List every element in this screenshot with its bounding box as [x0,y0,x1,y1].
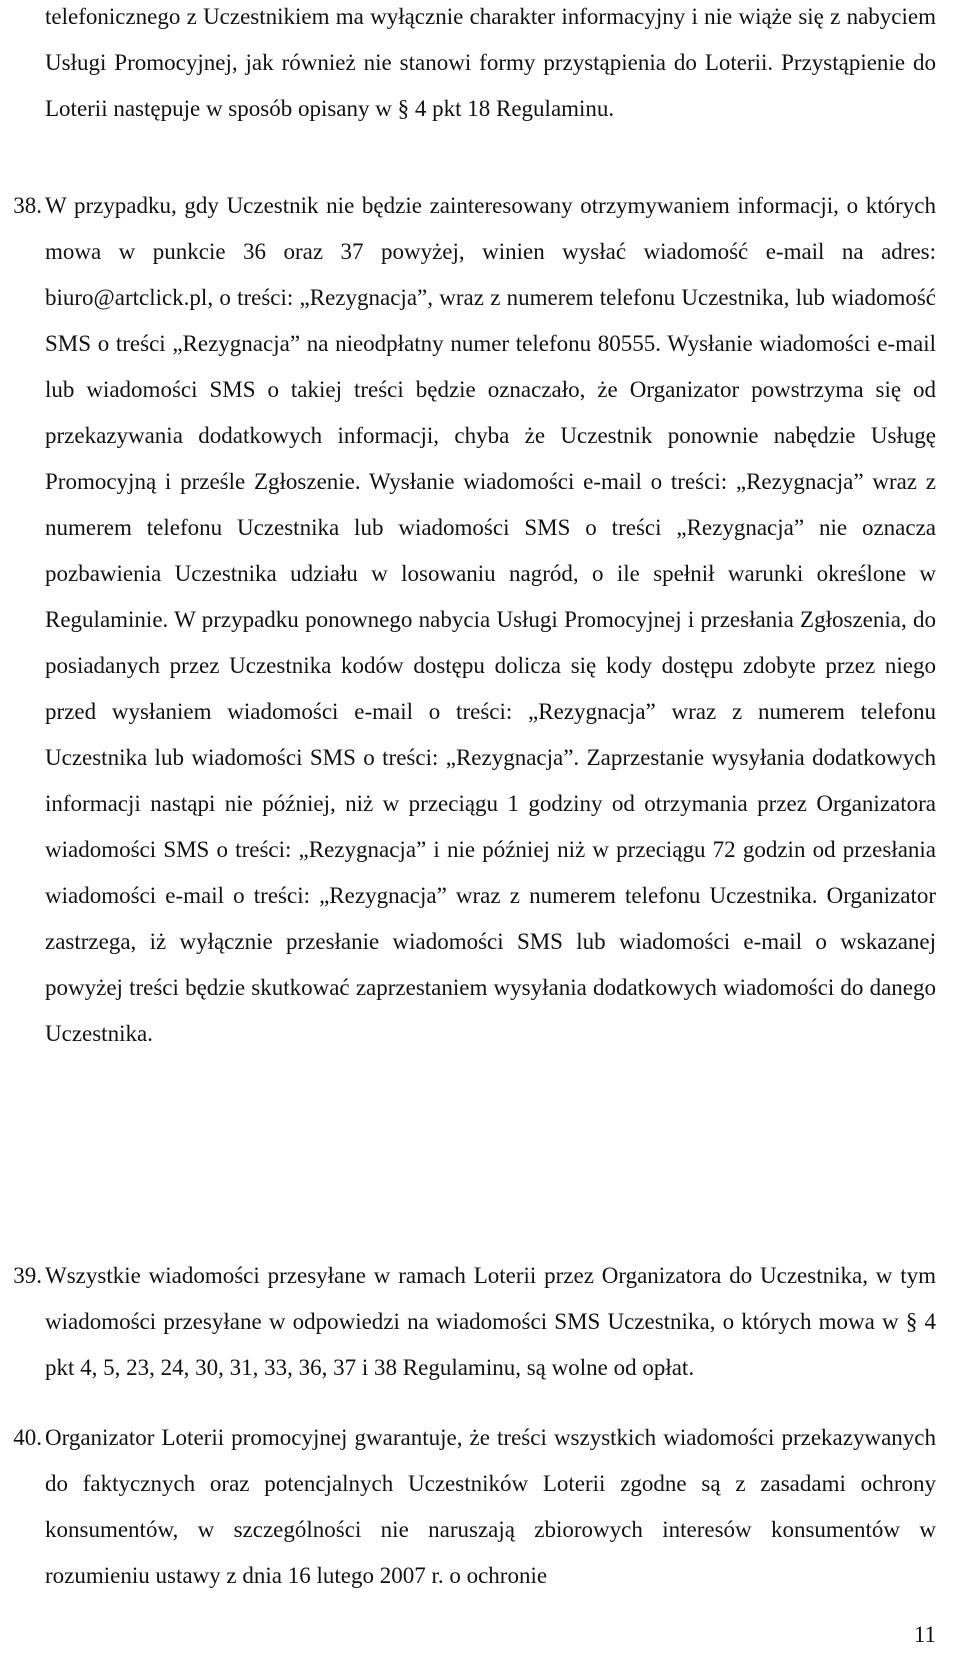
item-text: W przypadku, gdy Uczestnik nie będzie zainteresowany otrzymywaniem informacji, o których mowa w punkcie 36 oraz 37 powyżej, winien wysłać wiadomość e-mail na adres: biuro@artclick.pl, o treści: „Rezygnacja”, wraz z numerem telefonu Uczestnika, lub wiadomość SMS o treści „Rezygnacja” na nieodpłatny numer telefonu 80555. Wysłanie wiadomości e-mail lub wiadomości SMS o takiej treści będzie oznaczało, że Organizator powstrzyma się od przekazywania dodatkowych informacji, chyba że Uczestnik ponownie nabędzie Usługę Promocyjną i prześle Zgłoszenie. Wysłanie wiadomości e-mail o treści: „Rezygnacja” wraz z numerem telefonu Uczestnika lub wiadomości SMS o treści „Rezygnacja” nie oznacza pozbawienia Uczestnika udziału w losowaniu nagród, o ile spełnił warunki określone w Regulaminie. W przypadku ponownego nabycia Usługi Promocyjnej i przesłania Zgłoszenia, do posiadanych przez Uczestnika kodów dostępu dolicza się kody dostępu zdobyte przez niego przed wysłaniem wiadomości e-mail o treści: „Rezygnacja” wraz z numerem telefonu Uczestnika lub wiadomości SMS o treści: „Rezygnacja”. Zaprzestanie wysyłania dodatkowych informacji nastąpi nie później, niż w przeciągu 1 godziny od otrzymania przez Organizatora wiadomości SMS o treści: „Rezygnacja” i nie później niż w przeciągu 72 godzin od przesłania wiadomości e-mail o treści: „Rezygnacja” wraz z numerem telefonu Uczestnika. Organizator zastrzega, iż wyłącznie przesłanie wiadomości SMS lub wiadomości e-mail o wskazanej powyżej treści będzie skutkować zaprzestaniem wysyłania dodatkowych wiadomości do danego Uczestnika. [45,193,936,1046]
item-number: 38. [13,193,42,218]
item-number: 39. [13,1263,42,1288]
page-number: 11 [913,1622,936,1647]
item-text: Organizator Loterii promocyjnej gwarantuje, że treści wszystkich wiadomości przekazywanych do faktycznych oraz potencjalnych Uczestników Loterii zgodne są z zasadami ochrony konsumentów, w szczególności nie naruszają zbiorowych interesów konsumentów w rozumieniu ustawy z dnia 16 lutego 2007 r. o ochronie [45,1425,936,1588]
item-number: 40. [13,1425,42,1450]
intro-paragraph: telefonicznego z Uczestnikiem ma wyłącznie charakter informacyjny i nie wiąże się z nabyciem Usługi Promocyjnej, jak również nie stanowi formy przystąpienia do Loterii. Przystąpienie do Loterii następuje w sposób opisany w § 4 pkt 18 Regulaminu. [45,4,936,121]
item-text: Wszystkie wiadomości przesyłane w ramach Loterii przez Organizatora do Uczestnika, w tym wiadomości przesyłane w odpowiedzi na wiadomości SMS Uczestnika, o których mowa w § 4 pkt 4, 5, 23, 24, 30, 31, 33, 36, 37 i 38 Regulaminu, są wolne od opłat. [45,1263,936,1380]
